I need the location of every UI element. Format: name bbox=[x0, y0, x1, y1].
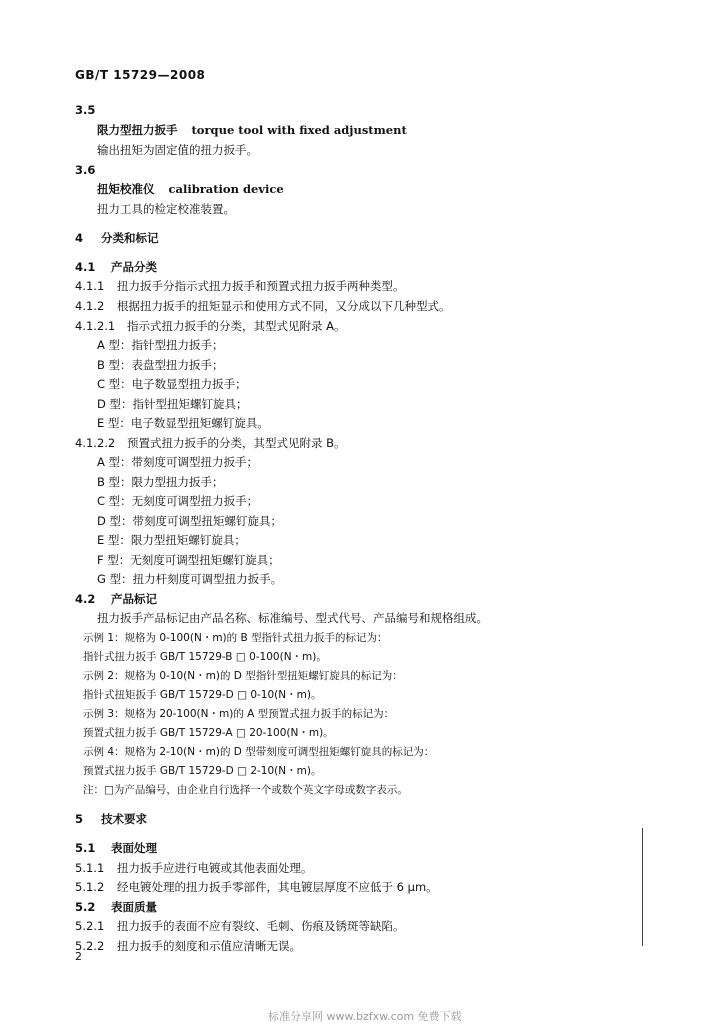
clause-5-2-2 bbox=[75, 938, 301, 954]
clause-number: 4.1.1 bbox=[75, 279, 105, 293]
heading-5 bbox=[75, 811, 147, 827]
example-line: 示例 3：规格为 20-100(N・m)的 A 型预置式扭力扳手的标记为： bbox=[83, 708, 395, 720]
heading-5-1 bbox=[75, 840, 157, 856]
term-zh: 扭矩校准仪 bbox=[97, 182, 155, 196]
clause-4-1-2 bbox=[75, 298, 451, 314]
clause-text: 根据扭力扳手的扭矩显示和使用方式不同，又分成以下几种型式。 bbox=[117, 299, 451, 313]
clause-4-1-2-2 bbox=[75, 435, 346, 451]
section-number-3-6: 3.6 bbox=[75, 163, 96, 177]
term-en: torque tool with fixed adjustment bbox=[191, 123, 407, 137]
margin-rule bbox=[642, 828, 643, 946]
clause-text: 扭力扳手的刻度和示值应清晰无误。 bbox=[117, 939, 301, 953]
example-line: 示例 4：规格为 2-10(N・m)的 D 型带刻度可调型扭矩螺钉旋具的标记为： bbox=[83, 746, 435, 758]
clause-text: 扭力扳手的表面不应有裂纹、毛刺、伤痕及锈斑等缺陷。 bbox=[117, 919, 405, 933]
clause-number: 4.1.2.2 bbox=[75, 436, 116, 450]
heading-4 bbox=[75, 230, 159, 246]
term-3-5 bbox=[97, 122, 407, 138]
example-line: 指针式扭力扳手 GB/T 15729-B □ 0-100(N・m)。 bbox=[83, 651, 327, 663]
clause-text: 扭力扳手应进行电镀或其他表面处理。 bbox=[117, 861, 313, 875]
heading-number: 4 bbox=[75, 231, 84, 245]
definition-3-6: 扭力工具的检定校准装置。 bbox=[97, 202, 235, 216]
clause-text: 指示式扭力扳手的分类，其型式见附录 A。 bbox=[127, 319, 346, 333]
list-item: D 型：指针型扭矩螺钉旋具； bbox=[97, 397, 248, 411]
clause-text: 经电镀处理的扭力扳手零部件，其电镀层厚度不应低于 6 μm。 bbox=[117, 880, 438, 894]
heading-title: 分类和标记 bbox=[101, 231, 159, 245]
clause-text: 扭力扳手分指示式扭力扳手和预置式扭力扳手两种类型。 bbox=[117, 279, 405, 293]
heading-title: 表面质量 bbox=[111, 900, 157, 914]
example-line: 预置式扭力扳手 GB/T 15729-D □ 2-10(N・m)。 bbox=[83, 765, 322, 777]
heading-title: 技术要求 bbox=[101, 812, 147, 826]
heading-4-1 bbox=[75, 259, 157, 275]
clause-number: 5.1.2 bbox=[75, 880, 105, 894]
heading-number: 4.2 bbox=[75, 592, 96, 606]
heading-title: 表面处理 bbox=[111, 841, 157, 855]
heading-4-2 bbox=[75, 591, 157, 607]
heading-number: 5.1 bbox=[75, 841, 96, 855]
list-item: G 型：扭力杆刻度可调型扭力扳手。 bbox=[97, 572, 283, 586]
example-line: 示例 2：规格为 0-10(N・m)的 D 型指针型扭矩螺钉旋具的标记为： bbox=[83, 670, 403, 682]
heading-5-2 bbox=[75, 899, 157, 915]
heading-number: 4.1 bbox=[75, 260, 96, 274]
clause-number: 5.2.1 bbox=[75, 919, 105, 933]
term-zh: 限力型扭力扳手 bbox=[97, 123, 178, 137]
list-item: E 型：限力型扭矩螺钉旋具； bbox=[97, 533, 246, 547]
list-item: D 型：带刻度可调型扭矩螺钉旋具； bbox=[97, 514, 283, 528]
definition-3-5: 输出扭矩为固定值的扭力扳手。 bbox=[97, 143, 258, 157]
standard-code-header: GB/T 15729—2008 bbox=[75, 68, 206, 82]
list-item: C 型：电子数显型扭力扳手； bbox=[97, 377, 247, 391]
clause-number: 5.2.2 bbox=[75, 939, 105, 953]
list-item: B 型：限力型扭力扳手； bbox=[97, 475, 224, 489]
clause-4-1-1 bbox=[75, 278, 405, 294]
clause-5-1-1 bbox=[75, 860, 313, 876]
heading-number: 5.2 bbox=[75, 900, 96, 914]
clause-number: 4.1.2.1 bbox=[75, 319, 116, 333]
section-number-3-5: 3.5 bbox=[75, 103, 96, 117]
list-item: F 型：无刻度可调型扭矩螺钉旋具； bbox=[97, 553, 280, 567]
list-item: A 型：带刻度可调型扭力扳手； bbox=[97, 455, 259, 469]
clause-number: 4.1.2 bbox=[75, 299, 105, 313]
term-en: calibration device bbox=[168, 182, 284, 196]
list-item: C 型：无刻度可调型扭力扳手； bbox=[97, 494, 259, 508]
example-line: 预置式扭力扳手 GB/T 15729-A □ 20-100(N・m)。 bbox=[83, 727, 334, 739]
list-item: A 型：指针型扭力扳手； bbox=[97, 338, 224, 352]
clause-5-2-1 bbox=[75, 918, 405, 934]
example-line: 示例 1：规格为 0-100(N・m)的 B 型指针式扭力扳手的标记为： bbox=[83, 632, 388, 644]
term-3-6 bbox=[97, 181, 284, 197]
list-item: E 型：电子数显型扭矩螺钉旋具。 bbox=[97, 416, 269, 430]
clause-number: 5.1.1 bbox=[75, 861, 105, 875]
heading-title: 产品分类 bbox=[111, 260, 157, 274]
heading-number: 5 bbox=[75, 812, 84, 826]
page-number: 2 bbox=[75, 950, 82, 963]
watermark-text: 标准分享网 www.bzfxw.com 免费下载 bbox=[268, 1010, 462, 1023]
heading-title: 产品标记 bbox=[111, 592, 157, 606]
list-item: B 型：表盘型扭力扳手； bbox=[97, 358, 224, 372]
note-line: 注：□为产品编号，由企业自行选择一个或数个英文字母或数字表示。 bbox=[83, 784, 408, 796]
clause-4-1-2-1 bbox=[75, 318, 346, 334]
clause-5-1-2 bbox=[75, 879, 438, 895]
clause-text: 预置式扭力扳手的分类，其型式见附录 B。 bbox=[127, 436, 346, 450]
example-line: 指针式扭矩扳手 GB/T 15729-D □ 0-10(N・m)。 bbox=[83, 689, 322, 701]
marking-intro: 扭力扳手产品标记由产品名称、标准编号、型式代号、产品编号和规格组成。 bbox=[97, 611, 488, 625]
